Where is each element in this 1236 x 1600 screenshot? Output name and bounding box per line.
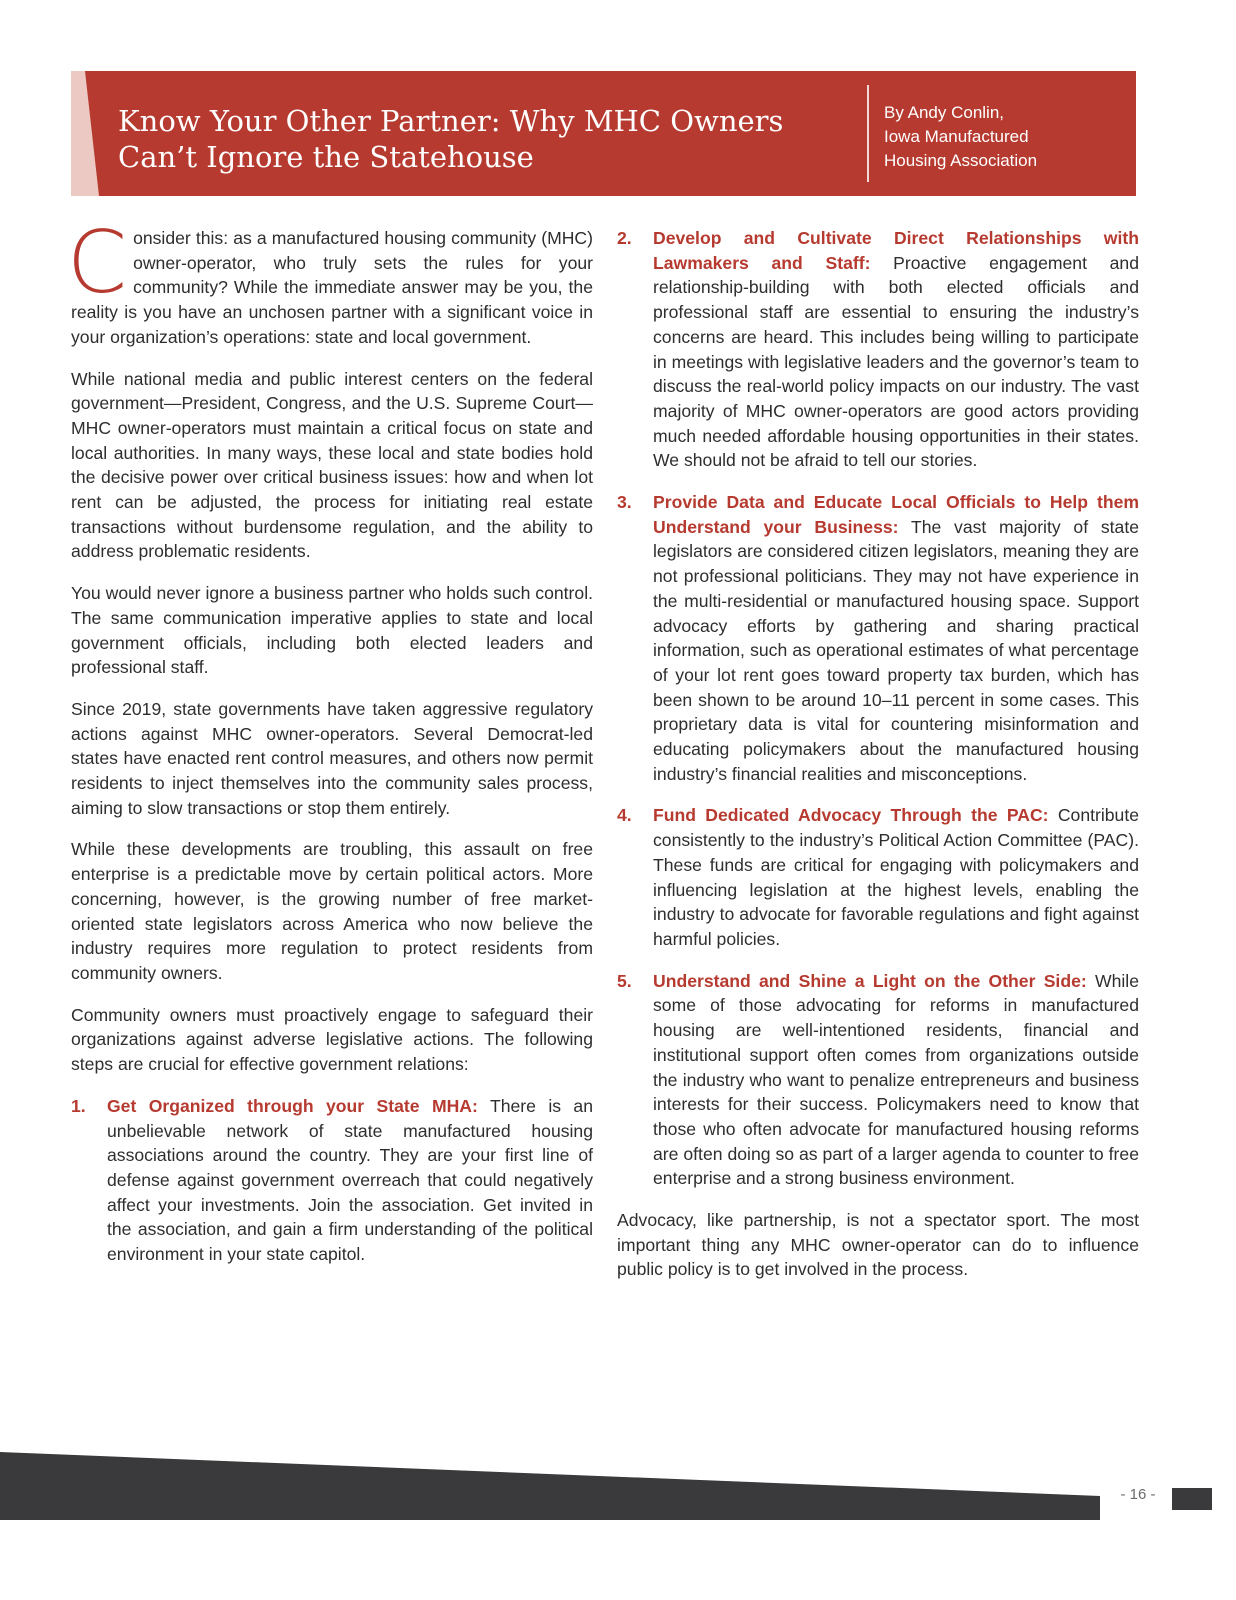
step-heading: Understand and Shine a Light on the Other Side:: [653, 970, 1087, 991]
step-number: 3.: [617, 492, 632, 513]
step-heading: Provide Data and Educate Local Officials to Help them Understand your Business:: [653, 492, 1139, 537]
closing-paragraph: Advocacy, like partnership, is not a spectator sport. The most important thing any MHC owner-operator can do to influence public policy is to get involved in the process.: [617, 1210, 1139, 1280]
step-heading: Develop and Cultivate Direct Relationships with Lawmakers and Staff:: [653, 228, 1139, 273]
step-body: Contribute consistently to the industry’s Political Action Committee (PAC). These funds are critical for engaging with policymakers and influencing legislation at the highest levels, enabling the industry to advocate for favorable regulations and fight against harmful policies.: [653, 805, 1139, 949]
banner-accent-tab: [71, 71, 99, 196]
body-paragraph: Community owners must proactively engage to safeguard their organizations against adverse legislative actions. The following steps are crucial for effective government relations:: [71, 1004, 593, 1075]
banner-divider: [867, 85, 869, 182]
intro-text: onsider this: as a manufactured housing community (MHC) owner-operator, who truly sets the rules for your community? While the immediate answer may be you, the reality is you have an unchosen partner with a significant voice in your organization’s operations: state and local government.: [71, 228, 593, 347]
article-title: Know Your Other Partner: Why MHC Owners Can’t Ignore the Statehouse: [118, 104, 784, 174]
step-body: While some of those advocating for reforms in manufactured housing are well-intentioned residents, financial and institutional support often comes from organizations outside the industry who want to penalize entrepreneurs and business interests for their success. Policymakers need to know that those who often advocate for manufactured housing reforms are often doing so as part of a larger agenda to counter to free enterprise and a strong business environment.: [653, 970, 1139, 1189]
byline-line: Housing Association: [884, 151, 1038, 170]
step-number: 2.: [617, 228, 632, 248]
body-paragraph: Since 2019, state governments have taken aggressive regulatory actions against MHC owner-operators. Several Democrat-led states have enacted rent control measures, and others now permit residents to inject themselves into the community sales process, aiming to slow transactions or stop them entirely.: [71, 698, 593, 818]
article-header-banner: [71, 71, 1136, 196]
step-body: Proactive engagement and relationship-building with both elected officials and professional staff are essential to ensuring the industry’s concerns are heard. This includes being willing to participate in meetings with legislative leaders and the governor’s team to discuss the real-world policy impacts on our industry. The vast majority of MHC owner-operators are good actors providing much needed affordable housing opportunities in their states. We should not be afraid to tell our stories.: [653, 252, 1140, 471]
body-paragraph: While these developments are troubling, this assault on free enterprise is a predictable move by certain political actors. More concerning, however, is the growing number of free market-oriented state legislators across America who now believe the industry requires more regulation to protect residents from community owners.: [71, 839, 593, 983]
drop-cap: C: [67, 213, 128, 313]
step-item: [617, 969, 1139, 1191]
body-paragraph: You would never ignore a business partner who holds such control. The same communication imperative applies to state and local government officials, including both elected leaders and professional staff.: [71, 583, 593, 678]
step-body: The vast majority of state legislators are considered citizen legislators, meaning they are not professional politicians. They may not have experience in the multi-residential or manufactured housing space. Support advocacy efforts by gathering and sharing practical information, such as operational estimates of what percentage of your lot rent goes toward property tax burden, which has been shown to be around 10–11 percent in some cases. This proprietary data is vital for countering misinformation and educating policymakers about the manufactured housing industry’s financial realities and misconceptions.: [653, 516, 1139, 784]
body-paragraph: While national media and public interest centers on the federal government—President, Congress, and the U.S. Supreme Court—MHC owner-operators must maintain a critical focus on state and local authorities. In many ways, these local and state bodies hold the decisive power over critical business issues: how and when lot rent can be adjusted, the process for initiating real estate transactions without burdensome regulation, and the ability to address problematic residents.: [71, 368, 593, 562]
step-number: 1.: [71, 1095, 86, 1116]
intro-paragraph: [67, 213, 593, 350]
step-item: [617, 490, 1139, 786]
byline-line: By Andy Conlin,: [884, 103, 1005, 122]
byline: [884, 101, 1124, 173]
step-item: [617, 226, 1139, 473]
step-item: [71, 1094, 593, 1267]
right-column: [617, 226, 1139, 1299]
step-item: [617, 803, 1139, 951]
footer-bar: [0, 1452, 1100, 1520]
step-number: 4.: [617, 805, 632, 826]
step-heading: Get Organized through your State MHA:: [107, 1095, 478, 1116]
footer-block: [1172, 1488, 1212, 1510]
step-number: 5.: [617, 970, 632, 991]
left-column: [67, 213, 593, 1284]
byline-line: Iowa Manufactured: [884, 127, 1029, 146]
step-heading: Fund Dedicated Advocacy Through the PAC:: [653, 805, 1049, 826]
page-number: - 16 -: [1120, 1486, 1156, 1503]
step-body: There is an unbelievable network of state manufactured housing associations around the country. They are your first line of defense against government overreach that could negatively affect your investments. Join the association. Get invited in the association, and gain a firm understanding of the political environment in your state capitol.: [107, 1095, 593, 1265]
